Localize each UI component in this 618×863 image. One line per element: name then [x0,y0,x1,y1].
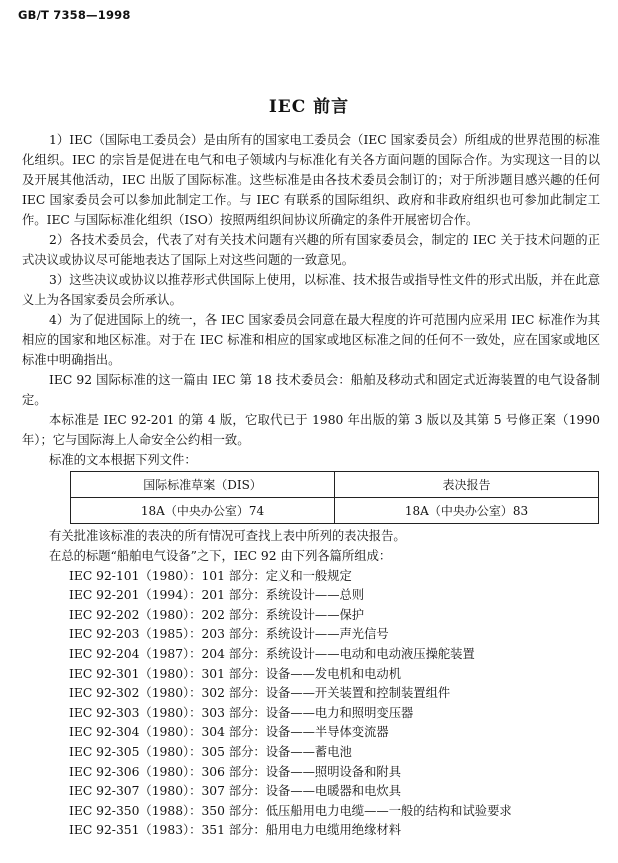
list-item: IEC 92-301（1980）：301 部分：设备——发电机和电动机 [69,666,401,681]
foreword-body [22,130,600,470]
paragraph-6: 本标准是 IEC 92-201 的第 4 版，它取代已于 1980 年出版的第 3 版以及其第 5 号修正案（1990 年）；它与国际海上人命安全公约相一致。 [22,413,600,447]
table-cell-vote-report: 18A（中央办公室）83 [335,498,599,524]
table-header-vote-report: 表决报告 [335,472,599,498]
list-item: IEC 92-203（1985）：203 部分：系统设计——声光信号 [69,627,389,642]
paragraph-7: 标准的文本根据下列文件： [49,453,197,467]
parts-section [22,527,602,841]
list-item: IEC 92-101（1980）：101 部分：定义和一般规定 [69,568,352,583]
parts-list [22,567,602,841]
paragraph-3: 3）这些决议或协议以推荐形式供国际上使用，以标准、技术报告或指导性文件的形式出版，并在此意义上为各国家委员会所承认。 [22,273,600,307]
voting-documents-table [70,471,599,524]
standard-code-header: GB/T 7358—1998 [18,8,131,22]
list-item: IEC 92-350（1988）：350 部分：低压船用电力电缆——一般的结构和试验要求 [69,803,512,818]
list-item: IEC 92-204（1987）：204 部分：系统设计——电动和电动液压操舵装置 [69,646,475,661]
list-item: IEC 92-306（1980）：306 部分：设备——照明设备和附具 [69,764,401,779]
paragraph-5: IEC 92 国际标准的这一篇由 IEC 第 18 技术委员会：船舶及移动式和固定式近海装置的电气设备制定。 [22,373,600,407]
approval-note: 有关批准该标准的表决的所有情况可查找上表中所列的表决报告。 [49,529,406,543]
paragraph-4: 4）为了促进国际上的统一，各 IEC 国家委员会同意在最大程度的许可范围内应采用 IEC 标准作为其相应的国家和地区标准。对于在 IEC 标准和相应的国家或地区标准之间的任何不一致处，应在国家或地区标准中明确指出。 [22,313,600,367]
list-item: IEC 92-201（1994）：201 部分：系统设计——总则 [69,588,365,603]
list-item: IEC 92-302（1980）：302 部分：设备——开关装置和控制装置组件 [69,686,451,701]
list-item: IEC 92-303（1980）：303 部分：设备——电力和照明变压器 [69,705,414,720]
list-item: IEC 92-304（1980）：304 部分：设备——半导体变流器 [69,725,389,740]
list-item: IEC 92-202（1980）：202 部分：系统设计——保护 [69,607,365,622]
table-header-row [71,472,599,498]
page-title: IEC 前言 [268,97,350,117]
list-item: IEC 92-305（1980）：305 部分：设备——蓄电池 [69,744,352,759]
paragraph-1: 1）IEC（国际电工委员会）是由所有的国家电工委员会（IEC 国家委员会）所组成的世界范围的标准化组织。IEC 的宗旨是促进在电气和电子领域内与标准化有关各方面问题的国际合作。为实现这一目的以及开展其他活动，IEC 出版了国际标准。这些标准是由各技术委员会制订的；对于所涉题目感兴趣的任何 IEC 国家委员会可以参加此制定工作。与 IEC 有联系的国际组织、政府和非政府组织也可参加此制定工作。IEC 与国际标准化组织（ISO）按照两组织间协议所确定的条件开展密切合作。 [22,133,600,227]
parts-intro: 在总的标题“船舶电气设备”之下，IEC 92 由下列各篇所组成： [49,548,392,563]
table-row [71,498,599,524]
paragraph-2: 2）各技术委员会，代表了对有关技术问题有兴趣的所有国家委员会，制定的 IEC 关于技术问题的正式决议或协议尽可能地表达了国际上对这些问题的一致意见。 [22,233,600,267]
table-header-dis: 国际标准草案（DIS） [71,472,335,498]
list-item: IEC 92-351（1983）：351 部分：船用电力电缆用绝缘材料 [69,823,401,838]
list-item: IEC 92-307（1980）：307 部分：设备——电暖器和电炊具 [69,784,401,799]
table-cell-dis: 18A（中央办公室）74 [71,498,335,524]
